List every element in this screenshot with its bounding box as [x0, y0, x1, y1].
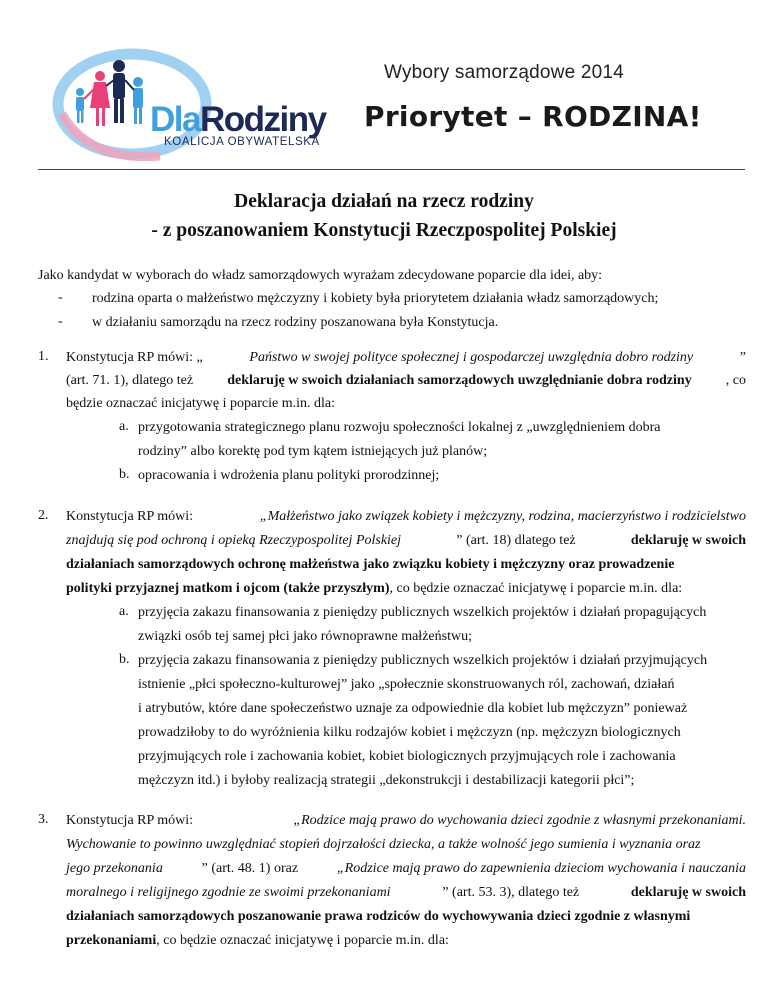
logo-subtitle: KOALICJA OBYWATELSKA — [164, 136, 320, 148]
sub-letter: a. — [119, 419, 129, 434]
point-number: 2. — [38, 508, 49, 523]
sub-letter: a. — [119, 604, 129, 619]
point-3-line: działaniach samorządowych poszanowanie prawa rodziców do wychowywania dzieci zgodnie z własnymi — [66, 909, 691, 924]
document-subtitle: - z poszanowaniem Konstytucji Rzeczpospolitej Polskiej — [151, 220, 617, 241]
point-1-line: będzie oznaczać inicjatywę i poparcie m.in. dla: — [66, 396, 335, 411]
dlarodziny-logo — [50, 44, 340, 172]
sub-letter: b. — [119, 652, 130, 667]
point-3-line: przekonaniami, co będzie oznaczać inicjatywę i poparcie m.in. dla: — [66, 933, 449, 948]
point-1a-line: przygotowania strategicznego planu rozwoju społeczności lokalnej z „uwzględnieniem dobra — [138, 420, 661, 435]
sub-letter: b. — [119, 467, 130, 482]
point-2a-line: związki osób tej samej płci jako równoprawne małżeństwu; — [138, 629, 472, 644]
point-2-line: Konstytucja RP mówi: „Małżeństwo jako związek kobiety i mężczyzny, rodzina, macierzyństwo i rodzicielstwo — [66, 509, 746, 524]
point-2-line: działaniach samorządowych ochronę małżeństwa jako związku kobiety i mężczyzny oraz prowadzenie — [66, 557, 675, 572]
point-1b-line: opracowania i wdrożenia planu polityki prorodzinnej; — [138, 468, 440, 483]
point-number: 3. — [38, 812, 49, 827]
point-number: 1. — [38, 349, 49, 364]
point-3-line: jego przekonania ” (art. 48. 1) oraz „Rodzice mają prawo do zapewnienia dzieciom wychowania i nauczania — [66, 861, 746, 876]
intro-text: Jako kandydat w wyborach do władz samorządowych wyrażam zdecydowane poparcie dla idei, aby: — [38, 268, 603, 283]
point-3-line: Wychowanie to powinno uwzględniać stopień dojrzałości dziecka, a także wolność jego sumienia i wyznania oraz — [66, 837, 701, 852]
point-2b-line: prowadziłoby to do wyróżnienia kilku rodzajów kobiet i mężczyzn (np. mężczyzn biologicznych — [138, 725, 681, 740]
logo-wordmark: DlaRodziny — [150, 100, 326, 139]
point-2a-line: przyjęcia zakazu finansowania z pieniędzy publicznych wszelkich projektów i działań propagujących — [138, 605, 707, 620]
point-3-line: Konstytucja RP mówi: „Rodzice mają prawo do wychowania dzieci zgodnie z własnymi przekonaniami. — [66, 813, 746, 828]
intro-bullet: w działaniu samorządu na rzecz rodziny poszanowana była Konstytucja. — [92, 315, 499, 330]
point-2-line: polityki przyjaznej matkom i ojcom (także przyszłym), co będzie oznaczać inicjatywę i poparcie m.in. dla: — [66, 581, 683, 596]
header-divider — [38, 169, 745, 170]
point-1-line: (art. 71. 1), dlatego też deklaruję w swoich działaniach samorządowych uwzględnianie dobra rodziny , co — [66, 373, 746, 388]
bullet-marker: - — [58, 314, 63, 329]
point-1-line: Konstytucja RP mówi: „ Państwo w swojej polityce społecznej i gospodarczej uwzględnia dobro rodziny ” — [66, 350, 746, 365]
bullet-marker: - — [58, 290, 63, 305]
point-3-line: moralnego i religijnego zgodnie ze swoimi przekonaniami ” (art. 53. 3), dlatego też deklaruję w swoich — [66, 885, 746, 900]
point-2b-line: i atrybutów, które dane społeczeństwo uznaje za odpowiednie dla kobiet lub mężczyzn” ponieważ — [138, 701, 688, 716]
priority-heading: Priorytet – RODZINA! — [364, 100, 702, 133]
point-2b-line: istnienie „płci społeczno-kulturowej” jako „społecznie skonstruowanych ról, zachowań, działań — [138, 677, 675, 692]
intro-bullet: rodzina oparta o małżeństwo mężczyzny i kobiety była priorytetem działania władz samorządowych; — [92, 291, 659, 306]
point-2b-line: przyjęcia zakazu finansowania z pieniędzy publicznych wszelkich projektów i działań przyjmujących — [138, 653, 708, 668]
point-2b-line: przyjmujących role i zachowania kobiet, kobiet biologicznych przyjmujących role i zachowania — [138, 749, 676, 764]
election-heading: Wybory samorządowe 2014 — [384, 62, 624, 83]
point-2-line: znajdują się pod ochroną i opieką Rzeczypospolitej Polskiej ” (art. 18) dlatego też deklaruję w swoich — [66, 533, 746, 548]
point-1a-line: rodziny” albo korektę pod tym kątem istniejących już planów; — [138, 444, 488, 459]
point-2b-line: mężczyzn itd.) i byłoby realizacją strategii „dekonstrukcji i destabilizacji kategorii płci”; — [138, 773, 635, 788]
document-title: Deklaracja działań na rzecz rodziny — [234, 191, 534, 212]
